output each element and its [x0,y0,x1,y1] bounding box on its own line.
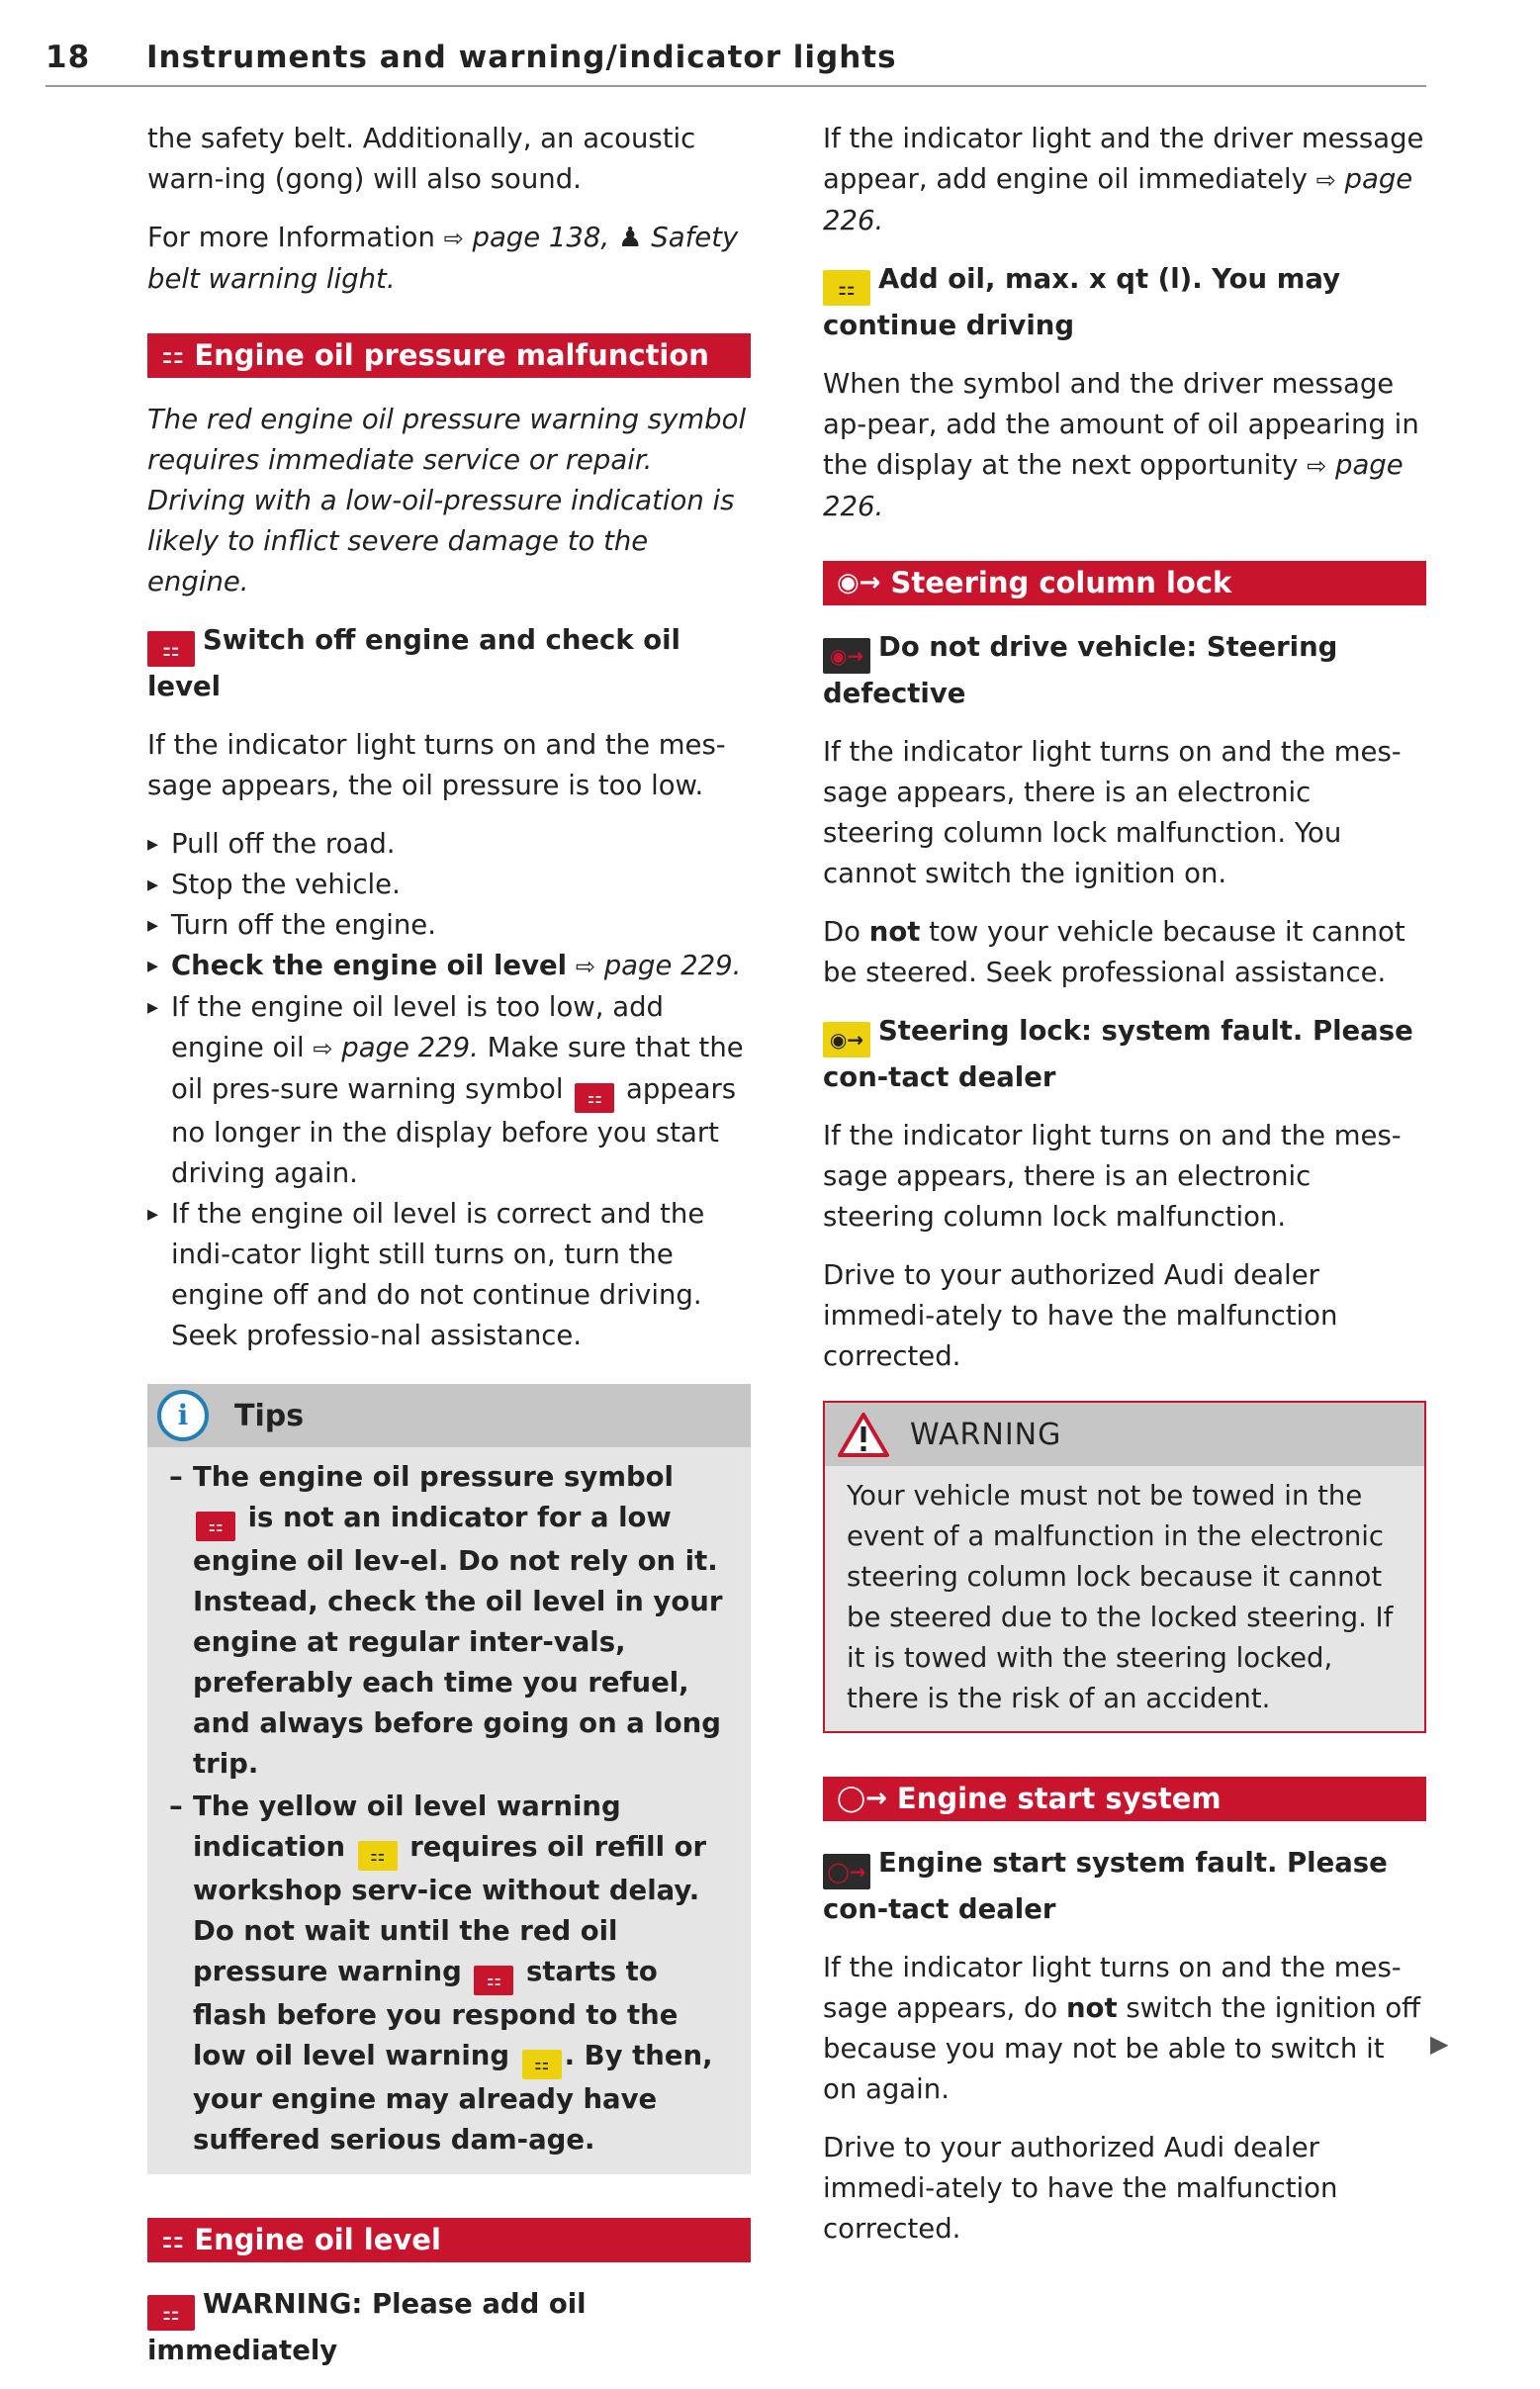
arrow-ref-icon: ⇨ [313,1035,333,1062]
step-text: If the engine oil level is too low, add engine oil [171,991,665,1063]
subhead-text: Do not drive vehicle: Steering defective [823,631,1338,709]
step-text: Make sure that the oil pres-sure warning symbol [171,1032,744,1105]
tip-text: The yellow oil level warning indication [193,1791,621,1863]
subhead-do-not-drive [823,627,1426,714]
do-not-tow-paragraph [823,912,1426,993]
continue-arrow-icon: ▶ [1430,2030,1449,2058]
drive-to-dealer-paragraph: Drive to your authorized Audi dealer immedi-ately to have the malfunction corrected. [823,1259,1338,1372]
tips-box [147,1384,751,2174]
tips-title: Tips [234,1398,305,1433]
right-column [823,119,1426,2267]
subhead-steering-fault [823,1011,1426,1098]
section-title: Engine oil pressure malfunction [194,338,709,372]
tip-text: is not an indicator for a low engine oil lev-el. Do not rely on it. Instead, check the oil level in your engine at regular inter-vals, preferably each time you refuel, and always before going on a long trip. [193,1502,723,1780]
subhead-add-oil-max [823,259,1426,346]
section-title: Engine oil level [194,2223,441,2256]
warning-title: WARNING [910,1417,1062,1452]
left-column [147,119,751,2389]
subhead-text: WARNING: Please add oil immediately [147,2288,587,2366]
warning-body: Your vehicle must not be towed in the event of a malfunction in the electronic steering column lock because it cannot be steered due to the locked steering. If it is towed with the steering locked, there is the risk of an accident. [847,1480,1394,1714]
oil-level-symbol-icon: ⚏ [823,270,870,306]
para-text: If the indicator light turns on and the mes-sage appears, do [823,1952,1402,2024]
section-bar-oil-level [147,2218,751,2262]
more-info-prefix: For more Information [147,222,435,253]
para-text: Do [823,916,861,948]
more-info-suffix: Safety belt warning light. [147,222,739,295]
arrow-ref-icon: ⇨ [575,953,595,980]
oil-pressure-symbol-icon: ⚏ [474,1966,513,1995]
step-text: appears no longer in the display before you start driving again. [171,1073,737,1189]
subhead-text: Engine start system fault. Please con-tact dealer [823,1847,1388,1925]
section-bar-engine-start [823,1777,1426,1821]
steering-lock-symbol-icon: ◉→ [823,638,870,674]
para-text: switch the ignition off because you may not be able to switch it on again. [823,1992,1421,2105]
seatbelt-icon: ♟ [617,222,643,253]
arrow-ref-icon: ⇨ [1307,452,1327,480]
para-bold: not [1065,1992,1118,2024]
tip-text: requires oil refill or workshop serv-ice without delay. Do not wait until the red oil pressure warning [193,1831,707,1987]
tip-text: starts to flash before you respond to the low oil level warning [193,1956,679,2071]
page-ref-link[interactable]: page 229. [341,1032,479,1063]
arrow-ref-icon: ⇨ [443,225,464,252]
subhead-add-oil-immediately [147,2284,751,2371]
section-bar-oil-pressure [147,333,751,378]
warning-triangle-icon [837,1411,890,1458]
oil-pressure-symbol-icon: ⚏ [575,1083,614,1113]
list-item [169,1787,727,2160]
para-text: If the indicator light and the driver message appear, add engine oil immediately [823,123,1424,195]
engine-start-symbol-icon: ◯→ [823,1854,870,1889]
subhead-text: Switch off engine and check oil level [147,624,680,702]
page-ref-link[interactable]: page 229. [603,950,742,981]
para-text: tow your vehicle because it cannot be steered. Seek professional assistance. [823,916,1405,988]
section-title: Steering column lock [890,566,1232,599]
more-info-paragraph [147,218,751,300]
oil-pressure-symbol-icon: ⚏ [196,1512,235,1541]
oil-level-symbol-icon: ⚏ [522,2050,562,2079]
section-bar-steering-lock [823,561,1426,605]
subhead-text: Steering lock: system fault. Please con-tact dealer [823,1015,1413,1093]
steering-paragraph: If the indicator light turns on and the mes-sage appears, there is an electronic steering column lock malfunction. You cannot switch the ignition on. [823,736,1402,889]
intro-paragraph: the safety belt. Additionally, an acoustic warn-ing (gong) will also sound. [147,123,696,195]
add-oil-paragraph [823,119,1426,241]
warning-header [825,1403,1424,1466]
oil-pressure-intro: The red engine oil pressure warning symbol requires immediate service or repair. Driving with a low-oil-pressure indication is likely to inflict severe damage to the engine. [147,404,747,597]
section-title: Engine start system [896,1782,1222,1815]
list-item: ▸ Pull off the road. [147,824,751,865]
tip-text: The engine oil pressure symbol [193,1461,674,1493]
page-ref-link[interactable]: page 138, [472,222,610,253]
oil-level-symbol-icon: ⚏ [358,1841,398,1871]
arrow-ref-icon: ⇨ [1315,166,1336,194]
engine-start-icon: ◯→ [837,1784,887,1813]
tips-list [147,1457,751,2160]
page-header [45,40,1426,87]
subhead-text: Add oil, max. x qt (l). You may continue driving [823,263,1340,341]
tip-text: . By then, your engine may already have suffered serious dam-age. [193,2040,713,2156]
list-item: ▸ If the engine oil level is correct and the indi-cator light still turns on, turn the engine off and do not continue driving. Seek professio-nal assistance. [147,1194,751,1356]
tips-header [147,1384,751,1447]
step-bold: Check the engine oil level [171,950,568,981]
oil-can-icon: ⚏ [161,340,185,370]
page-ref-link[interactable]: page 226. [823,163,1413,236]
info-icon: i [157,1390,209,1441]
running-title: Instruments and warning/indicator lights [146,40,897,75]
list-item [147,987,751,1194]
page-ref-link[interactable]: page 226. [823,449,1404,522]
action-steps [147,824,751,1356]
steering-lock-icon: ◉→ [837,568,881,597]
subhead-engine-start-fault [823,1843,1426,1930]
oil-level-symbol-icon: ⚏ [147,2295,195,2331]
drive-to-dealer-paragraph: Drive to your authorized Audi dealer immedi-ately to have the malfunction corrected. [823,2132,1338,2245]
oil-pressure-paragraph: If the indicator light turns on and the mes-sage appears, the oil pressure is too low. [147,729,726,801]
list-item: ▸ Stop the vehicle. [147,865,751,905]
list-item: ▸ Turn off the engine. [147,905,751,946]
para-text: When the symbol and the driver message ap-pear, add the amount of oil appearing in the display at the next opportunity [823,368,1419,481]
steering-lock-symbol-icon: ◉→ [823,1022,870,1057]
page-number: 18 [45,40,91,75]
list-item [147,946,751,987]
oil-level-icon: ⚏ [161,2225,185,2254]
engine-start-paragraph [823,1948,1426,2110]
subhead-switch-off [147,620,751,707]
warning-box [823,1401,1426,1733]
symbol-message-paragraph [823,364,1426,527]
steering-fault-paragraph: If the indicator light turns on and the mes-sage appears, there is an electronic steering column lock malfunction. [823,1120,1402,1233]
oil-pressure-symbol-icon: ⚏ [147,631,195,667]
para-bold: not [868,916,921,948]
list-item [169,1457,727,1785]
